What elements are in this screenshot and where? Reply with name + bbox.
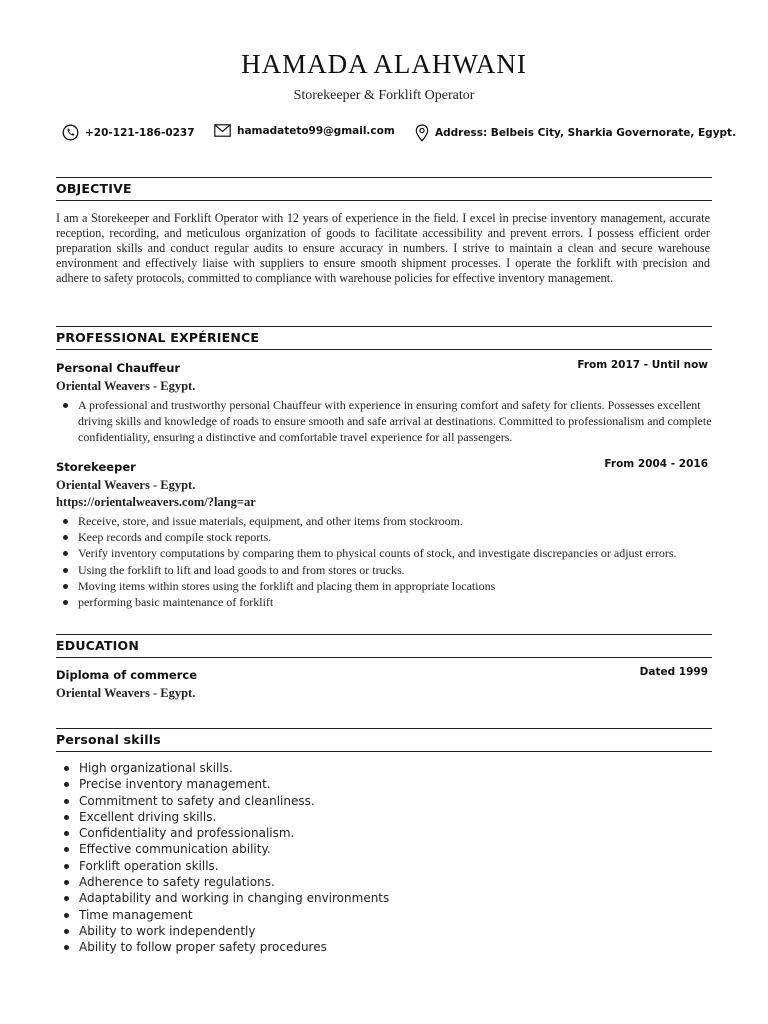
phone-number[interactable]: +20-121-186-0237 — [85, 126, 195, 139]
email-address[interactable]: hamadateto99@gmail.com — [237, 124, 395, 137]
objective-text: I am a Storekeeper and Forklift Operator with 12 years of experience in the field. I excel in precise inventory management, accurate reception, recording, and meticulous organization of goods to facilitate accessibility and prevent errors. I possess efficient order preparation skills and conduct regular audits to ensure accuracy in numbers. I strive to maintain a clean and secure warehouse environment and effectively liaise with suppliers to ensure smooth shipment processes. I operate the forklift with precision and adhere to safety protocols, committed to compliance with warehouse policies for effective inventory management. — [56, 211, 710, 285]
contact-phone — [62, 124, 195, 141]
list-item: Adherence to safety regulations. — [56, 874, 716, 890]
list-item: Verify inventory computations by comparing them to physical counts of stock, and investigate discrepancies or adjust errors. — [56, 545, 716, 561]
address-text: Address: Belbeis City, Sharkia Governorate, Egypt. — [435, 127, 737, 139]
list-item: Commitment to safety and cleanliness. — [56, 793, 716, 809]
company-link[interactable]: https://orientalweavers.com/?lang=ar — [56, 495, 256, 509]
phone-icon — [62, 124, 79, 141]
education-section-header — [56, 634, 712, 658]
list-item: Ability to work independently — [56, 923, 716, 939]
list-item: Keep records and compile stock reports. — [56, 529, 716, 545]
list-item: A professional and trustworthy personal Chauffeur with experience in ensuring comfort and safety for clients. Possesses excellent driving skills and knowledge of roads to ensure smooth and safe arrival at destinations. Committed to professionalism and complete confidentiality, ensuring a distinctive and comfortable travel experience for all passengers. — [56, 397, 716, 446]
job-duties-list — [56, 513, 716, 610]
objective-heading: OBJECTIVE — [56, 181, 132, 196]
list-item: Using the forklift to lift and load goods to and from stores or trucks. — [56, 562, 716, 578]
list-item: Effective communication ability. — [56, 841, 716, 857]
list-item: Confidentiality and professionalism. — [56, 825, 716, 841]
job-date: From 2017 - Until now — [577, 359, 708, 371]
list-item: High organizational skills. — [56, 760, 716, 776]
job-role: Personal Chauffeur — [56, 361, 181, 375]
mail-icon — [214, 124, 231, 137]
candidate-name: HAMADA ALAHWANI — [241, 49, 527, 79]
job-organization: Oriental Weavers - Egypt. — [56, 379, 196, 393]
list-item: Receive, store, and issue materials, equipment, and other items from stockroom. — [56, 513, 716, 529]
objective-section-header — [56, 177, 712, 201]
job-role: Storekeeper — [56, 460, 136, 474]
candidate-title: Storekeeper & Forklift Operator — [293, 88, 475, 103]
education-heading: EDUCATION — [56, 638, 140, 653]
list-item: performing basic maintenance of forklift — [56, 594, 716, 610]
job-date: From 2004 - 2016 — [604, 458, 708, 470]
list-item: Adaptability and working in changing environments — [56, 890, 716, 906]
list-item: Ability to follow proper safety procedures — [56, 939, 716, 955]
education-date: Dated 1999 — [639, 666, 708, 678]
list-item: Forklift operation skills. — [56, 858, 716, 874]
list-item: Excellent driving skills. — [56, 809, 716, 825]
education-degree: Diploma of commerce — [56, 668, 197, 682]
list-item: Time management — [56, 907, 716, 923]
list-item: Precise inventory management. — [56, 776, 716, 792]
skills-list — [56, 760, 716, 956]
contact-email — [214, 124, 395, 137]
job-duties-list — [56, 397, 716, 446]
skills-section-header — [56, 728, 712, 752]
contact-address — [415, 124, 736, 142]
skills-heading: Personal skills — [56, 732, 161, 747]
list-item: Moving items within stores using the forklift and placing them in appropriate locations — [56, 578, 716, 594]
education-organization: Oriental Weavers - Egypt. — [56, 686, 196, 700]
job-organization: Oriental Weavers - Egypt. — [56, 478, 196, 492]
experience-heading: PROFESSIONAL EXPÉRIENCE — [56, 330, 260, 345]
experience-section-header — [56, 326, 712, 350]
location-pin-icon — [415, 124, 429, 142]
